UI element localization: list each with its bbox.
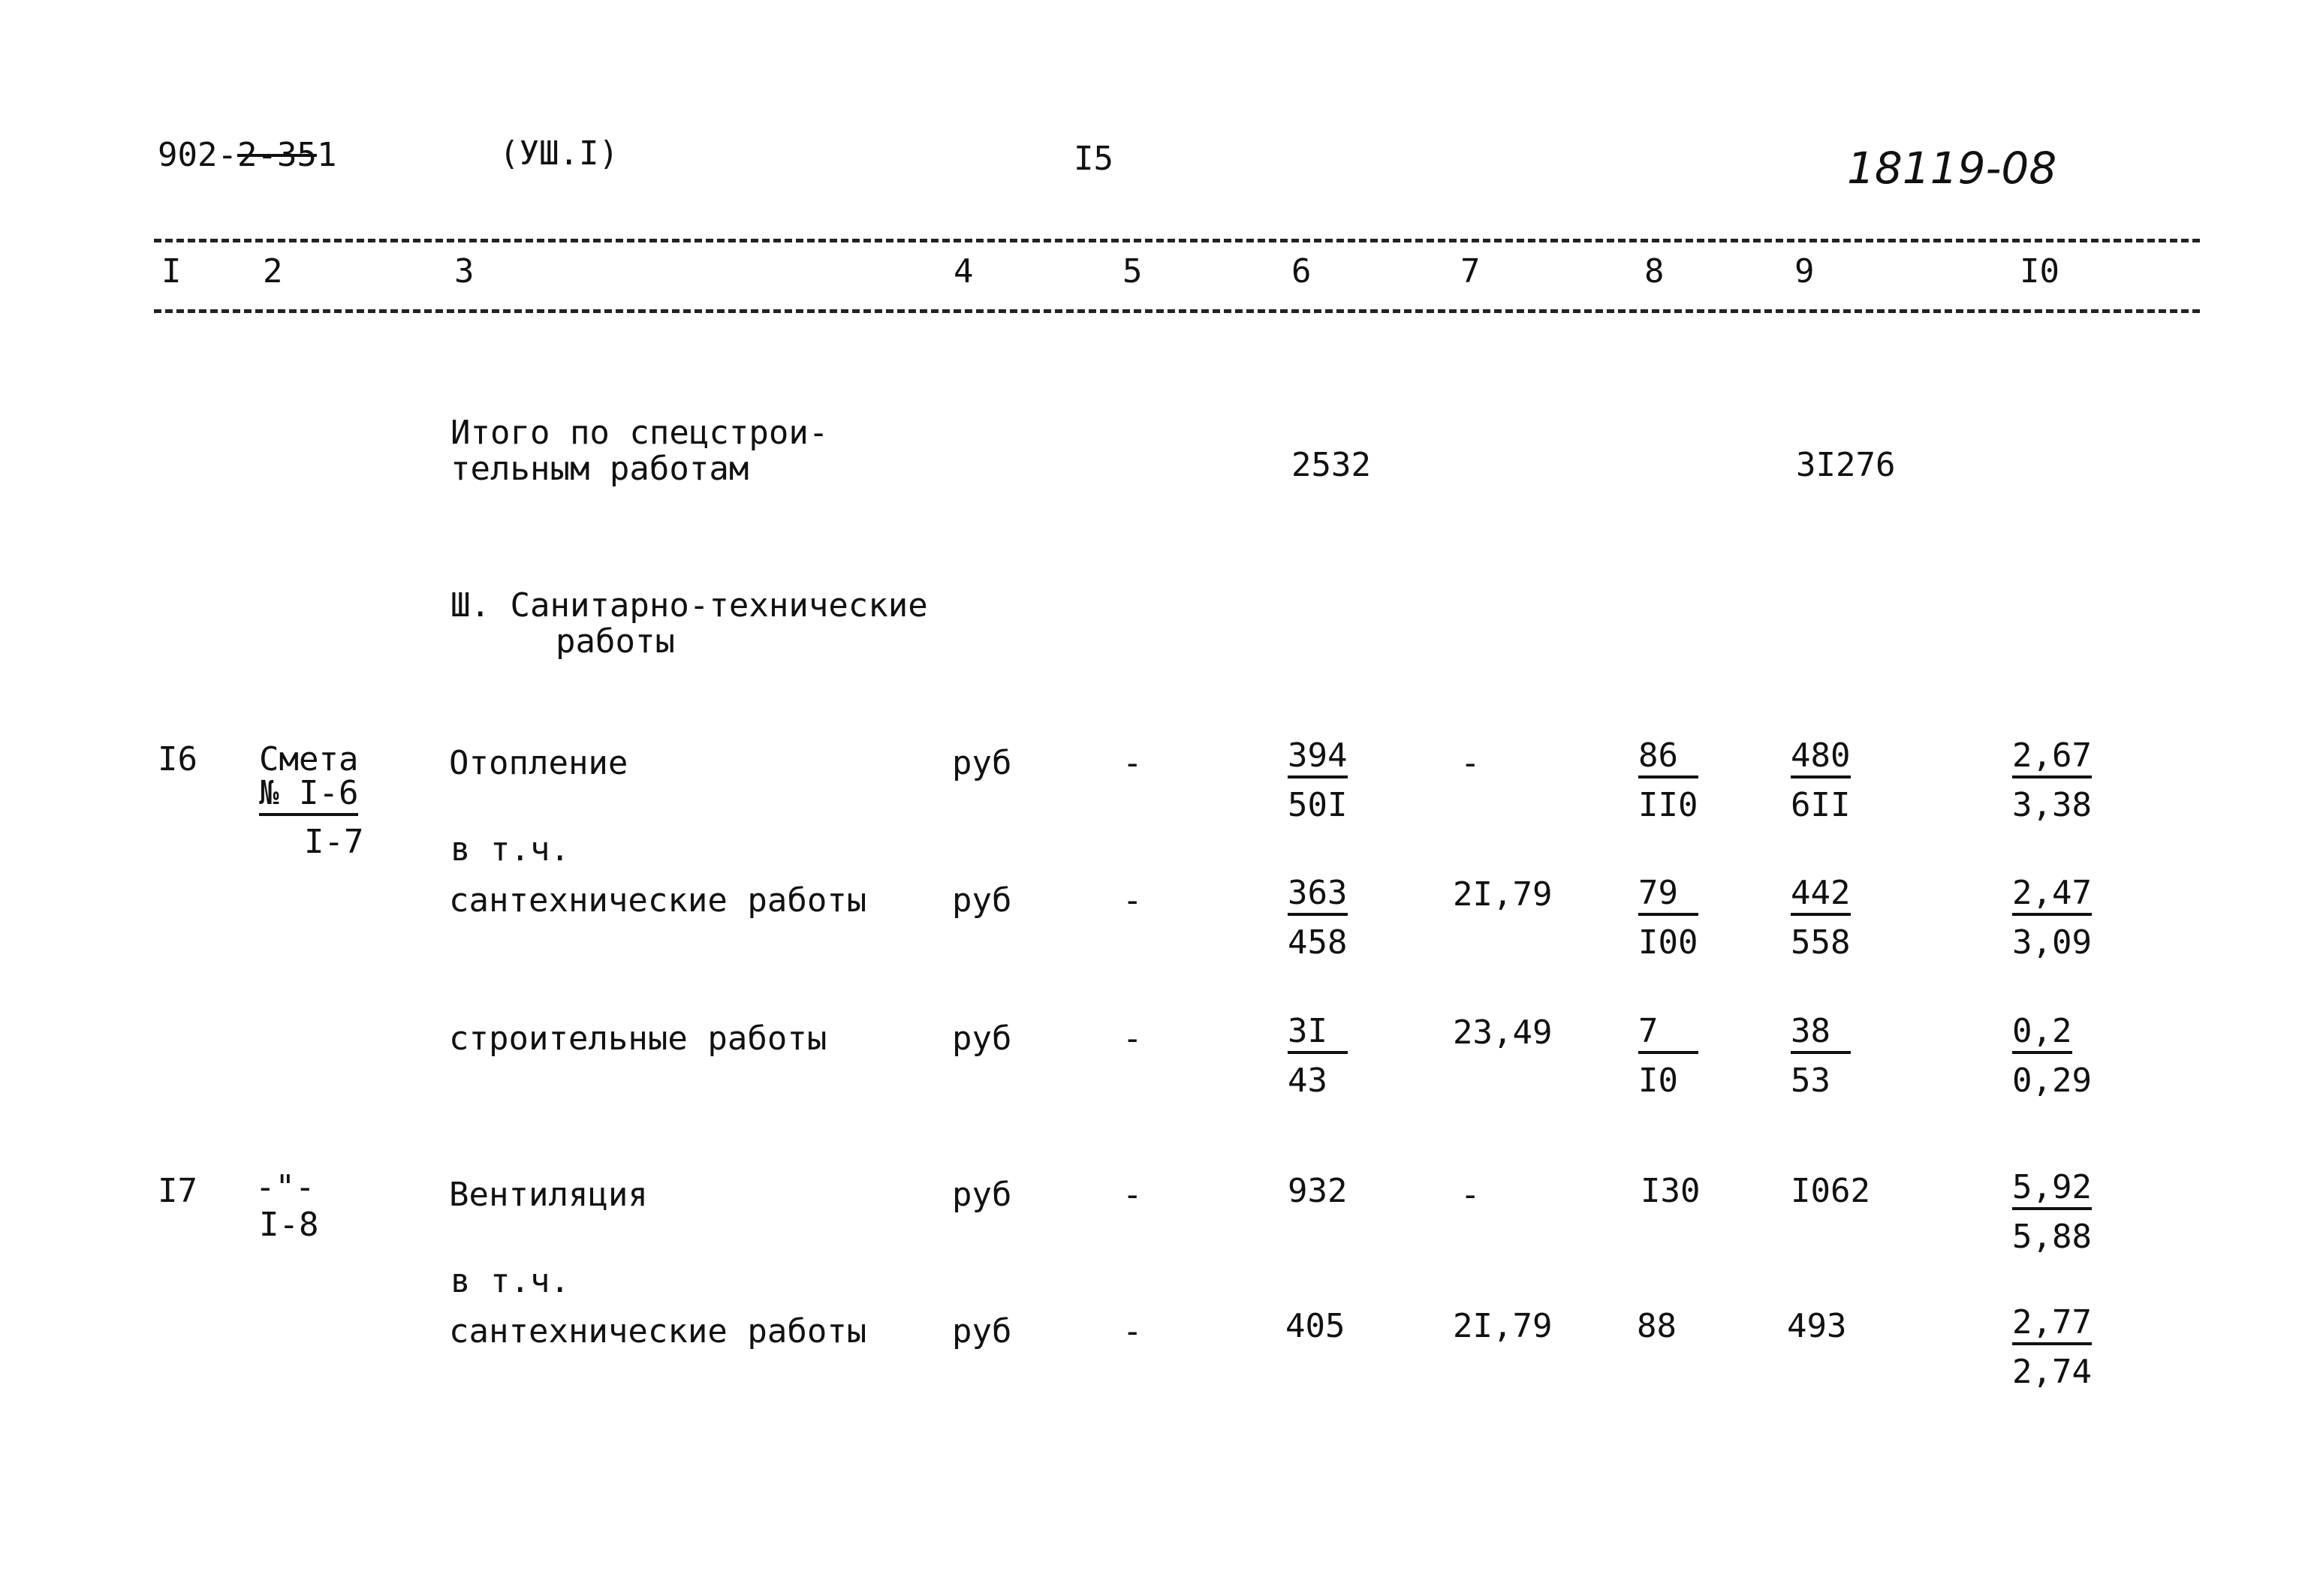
column-header-9: 9 — [1794, 252, 1815, 291]
row17-unit: руб — [952, 1176, 1012, 1214]
row16a-col6-top: 363 — [1288, 877, 1348, 916]
row16-col6 — [1288, 736, 1378, 824]
row16b-col8-bottom: I0 — [1638, 1061, 1678, 1100]
handwritten-number: 18119-08 — [1847, 143, 2057, 194]
row16-col9-top: 480 — [1791, 739, 1851, 778]
header-rule-bottom — [154, 309, 2200, 313]
section-heading-line2: работы — [556, 622, 675, 661]
row16b-unit: руб — [952, 1019, 1012, 1058]
row16-col7: - — [1460, 744, 1481, 782]
row17a-col10-bottom: 2,74 — [2012, 1353, 2092, 1391]
row16-col10-top: 2,67 — [2012, 739, 2092, 778]
row16a-name: сантехнические работы — [449, 881, 867, 920]
row16-col9-bottom: 6II — [1791, 786, 1851, 824]
column-header-3: 3 — [454, 252, 475, 291]
row16b-col8-top: 7 — [1638, 1015, 1698, 1054]
row16a-col9 — [1791, 874, 1881, 962]
row16a-col10-top: 2,47 — [2012, 877, 2092, 916]
row16b-col9-top: 38 — [1791, 1015, 1851, 1054]
column-header-2: 2 — [263, 252, 283, 291]
row16a-col6 — [1288, 874, 1378, 962]
row16-ref-line1: Смета — [259, 740, 359, 778]
row16a-col9-top: 442 — [1791, 877, 1851, 916]
row17a-unit: руб — [952, 1312, 1012, 1351]
row16-col8-bottom: II0 — [1638, 786, 1698, 824]
row16-col10 — [2012, 736, 2110, 824]
row17-col10-top: 5,92 — [2012, 1171, 2092, 1210]
row17-name: Вентиляция — [449, 1176, 648, 1214]
row16a-col10 — [2012, 874, 2110, 962]
column-header-5: 5 — [1122, 252, 1143, 291]
header-rule-top — [154, 239, 2200, 242]
row16-col8 — [1638, 736, 1728, 824]
row16-col5: - — [1122, 744, 1143, 782]
row17-col10-bottom: 5,88 — [2012, 1218, 2092, 1256]
row17a-col6: 405 — [1285, 1307, 1345, 1345]
row17-ref-line2: I-8 — [259, 1206, 319, 1244]
total-col9: 3I276 — [1796, 446, 1896, 484]
column-header-10: I0 — [2020, 252, 2059, 291]
row17-col9: I062 — [1791, 1172, 1870, 1210]
row17-col5: - — [1122, 1176, 1143, 1214]
row16b-col6 — [1288, 1012, 1378, 1100]
row16b-col7: 23,49 — [1453, 1013, 1553, 1052]
document-code-prefix: 902- — [158, 136, 237, 174]
row16b-col10-top: 0,2 — [2012, 1015, 2072, 1054]
row16-ref-line3: I-7 — [304, 823, 364, 861]
row16-col10-bottom: 3,38 — [2012, 786, 2092, 824]
row17-col8: I30 — [1641, 1172, 1701, 1210]
row16b-col9-bottom: 53 — [1791, 1061, 1830, 1100]
row17a-col9: 493 — [1787, 1307, 1847, 1345]
row16b-col6-top: 3I — [1288, 1015, 1348, 1054]
total-col6: 2532 — [1291, 446, 1371, 484]
row16-col6-bottom: 50I — [1288, 786, 1348, 824]
row17a-col7: 2I,79 — [1453, 1307, 1553, 1345]
row16-number: I6 — [158, 740, 197, 778]
section-heading-line1: Ш. Санитарно-технические — [450, 586, 928, 625]
row16b-col8 — [1638, 1012, 1728, 1100]
row16a-col8-top: 79 — [1638, 877, 1698, 916]
column-header-7: 7 — [1460, 252, 1481, 291]
column-header-6: 6 — [1291, 252, 1312, 291]
row16-including-label: в т.ч. — [450, 830, 570, 869]
total-label-line2: тельным работам — [450, 450, 749, 488]
row16b-col5: - — [1122, 1019, 1143, 1058]
column-header-1: I — [161, 252, 182, 291]
row16a-col6-bottom: 458 — [1288, 923, 1348, 962]
row16a-col8-bottom: I00 — [1638, 923, 1698, 962]
row16a-col8 — [1638, 874, 1728, 962]
document-code-struck: 2-35 — [237, 136, 317, 174]
row16-ref-line2: № I-6 — [259, 777, 358, 816]
row16a-col7: 2I,79 — [1453, 875, 1553, 914]
row17a-col8: 88 — [1637, 1307, 1677, 1345]
row17-col10 — [2012, 1168, 2110, 1256]
row16-col6-top: 394 — [1288, 739, 1348, 778]
row16b-col10-bottom: 0,29 — [2012, 1061, 2092, 1100]
row16-unit: руб — [952, 744, 1012, 782]
row16b-col6-bottom: 43 — [1288, 1061, 1327, 1100]
section-code: (УШ.I) — [499, 134, 619, 173]
row16b-col10 — [2012, 1012, 2110, 1100]
row17-including-label: в т.ч. — [450, 1262, 570, 1300]
total-label-line1: Итого по спецстрои- — [450, 414, 829, 452]
column-header-4: 4 — [954, 252, 974, 291]
row17-col7: - — [1460, 1176, 1481, 1214]
row16b-col9 — [1791, 1012, 1881, 1100]
row16b-name: строительные работы — [449, 1019, 827, 1058]
row17a-col10-top: 2,77 — [2012, 1306, 2092, 1345]
row17a-col5: - — [1122, 1312, 1143, 1351]
column-header-8: 8 — [1644, 252, 1665, 291]
row17a-col10 — [2012, 1303, 2110, 1391]
row16-col8-top: 86 — [1638, 739, 1698, 778]
row16a-col9-bottom: 558 — [1791, 923, 1851, 962]
document-code-suffix: 1 — [316, 136, 337, 174]
row17-number: I7 — [158, 1172, 197, 1210]
row16-col9 — [1791, 736, 1881, 824]
row17a-name: сантехнические работы — [449, 1312, 867, 1351]
row16a-col5: - — [1122, 881, 1143, 920]
page-number: I5 — [1074, 140, 1113, 178]
document-code — [158, 136, 337, 174]
row16a-col10-bottom: 3,09 — [2012, 923, 2092, 962]
row16a-unit: руб — [952, 881, 1012, 920]
row16-name: Отопление — [449, 744, 628, 782]
row17-col6: 932 — [1288, 1172, 1348, 1210]
row17-ref-line1: -"- — [255, 1168, 315, 1206]
